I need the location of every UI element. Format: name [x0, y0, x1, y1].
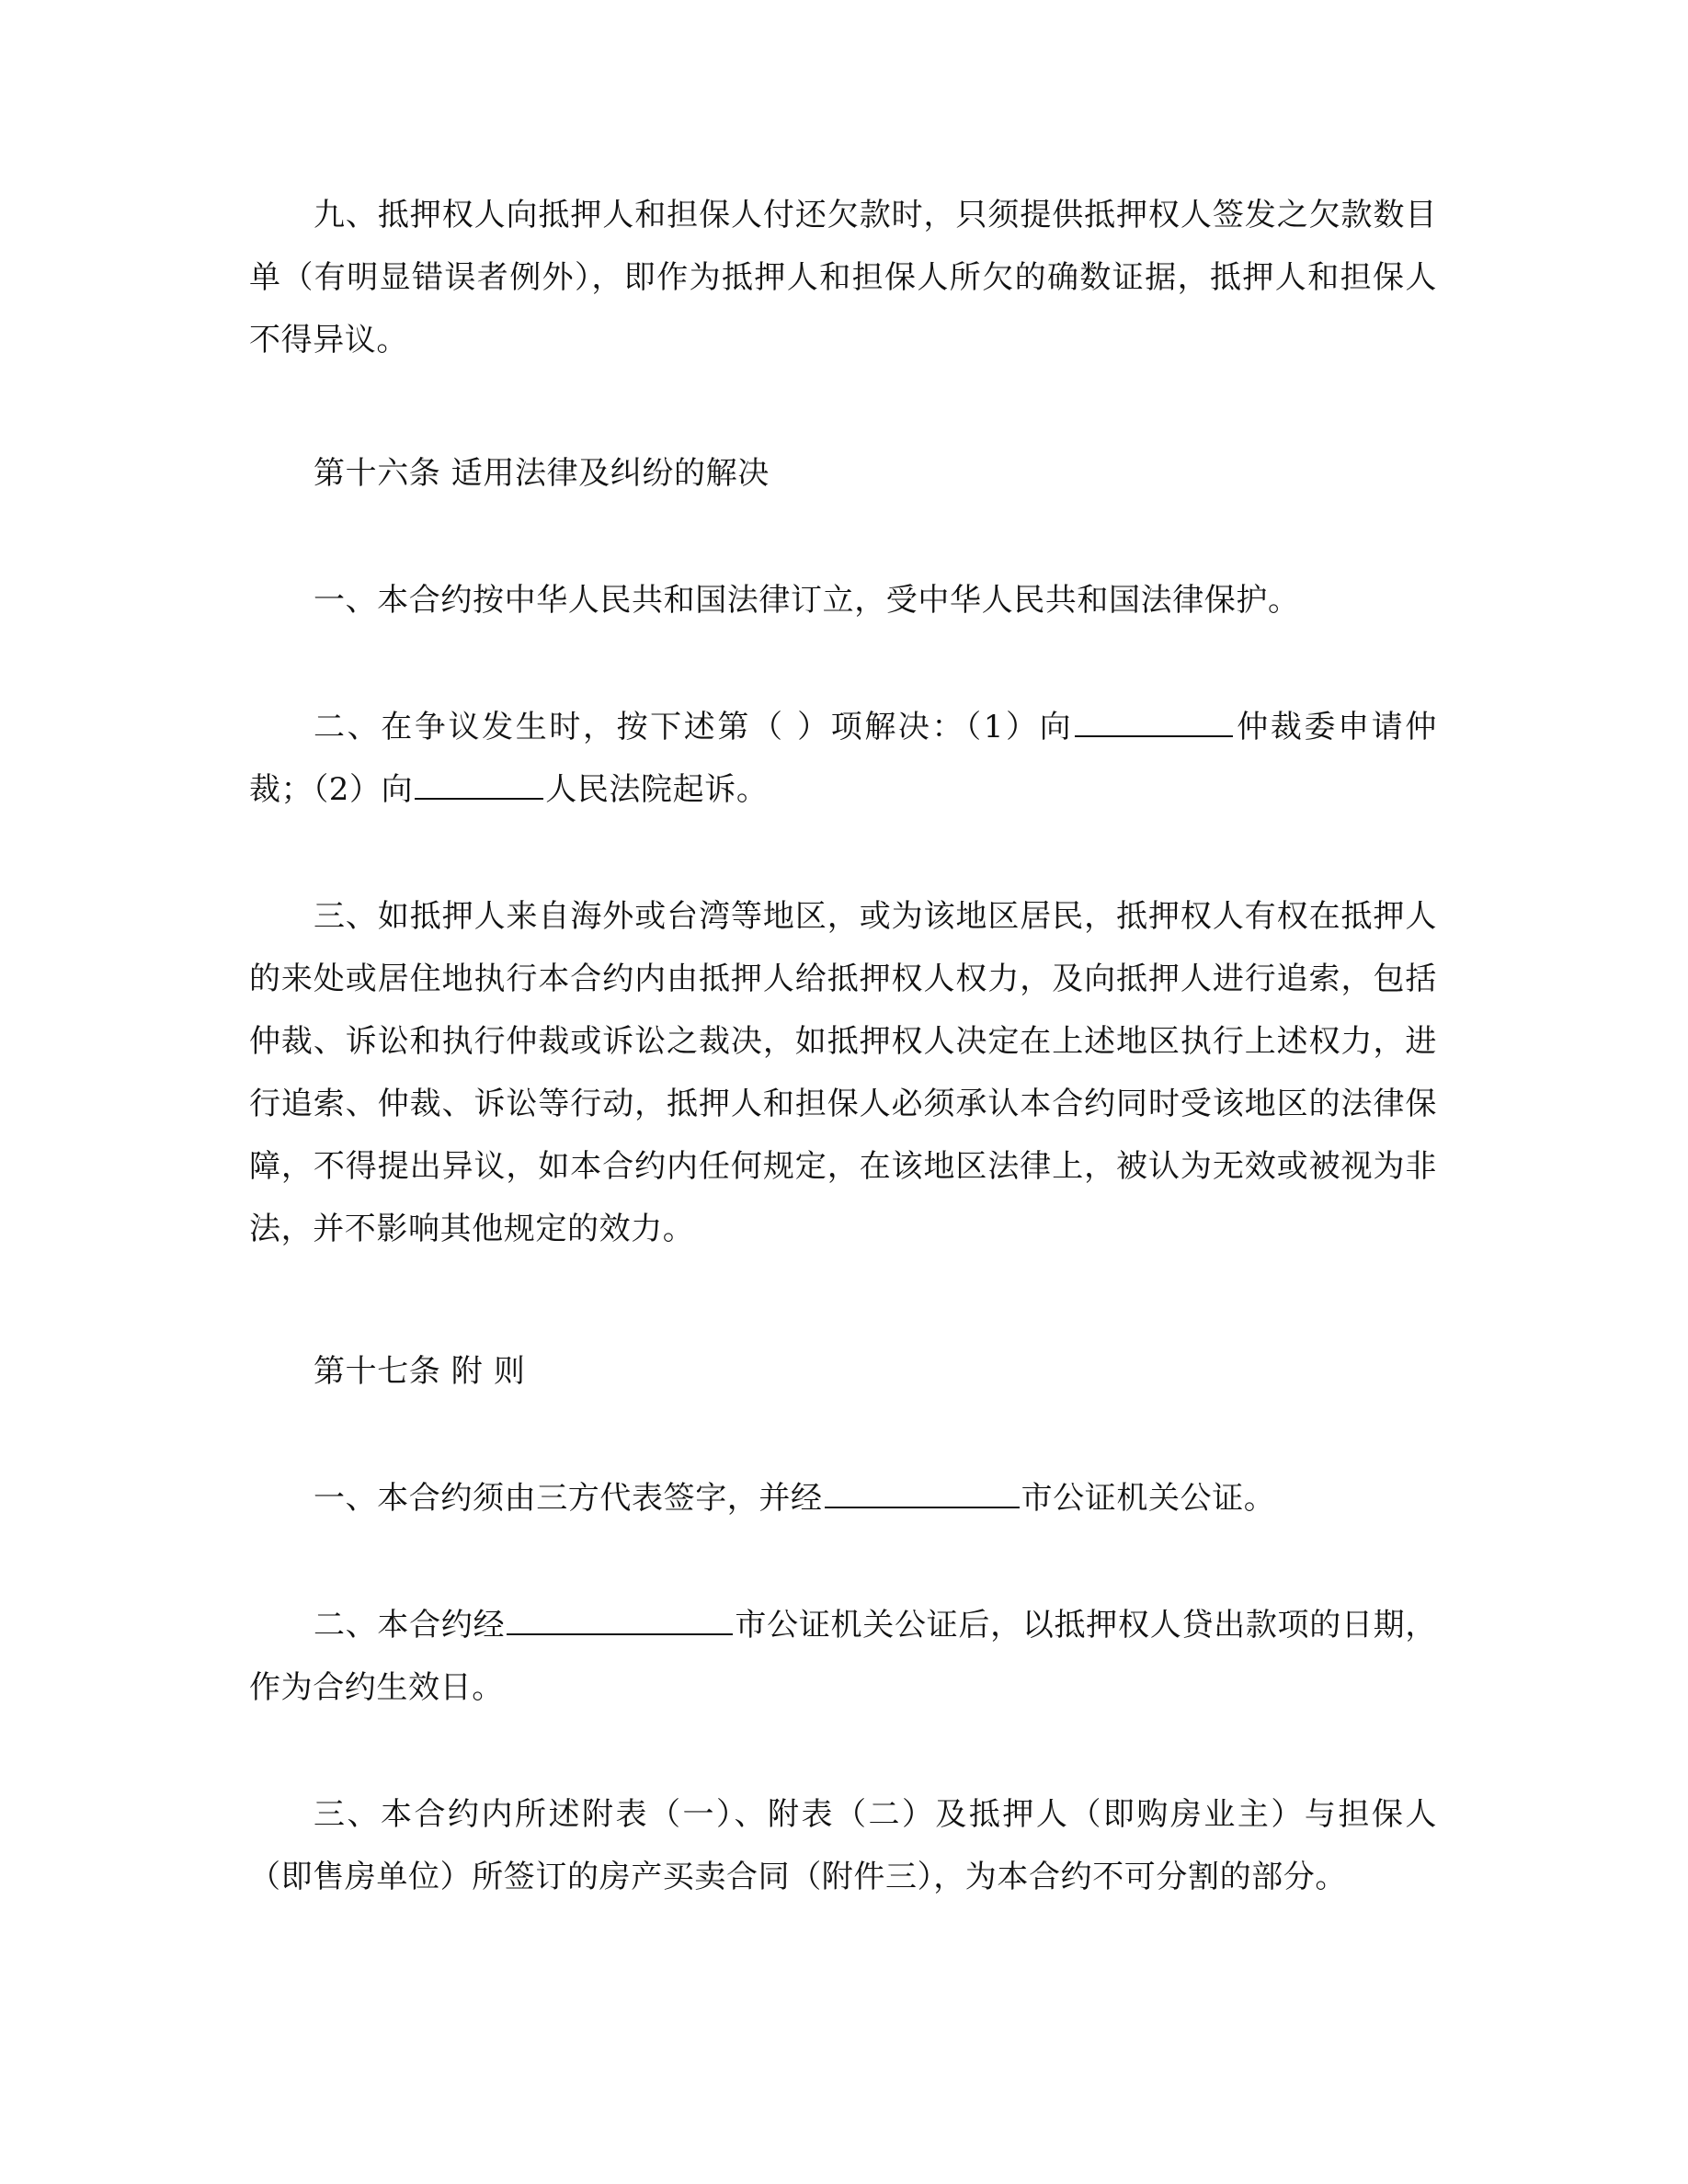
- article-17-item-1-text-a: 一、本合约须由三方代表签字，并经: [314, 1480, 823, 1517]
- article-16-item-2-text-c: 人民法院起诉。: [545, 771, 769, 808]
- article-16-item-2-text-b: 仲裁委申请仲裁；（2）向: [249, 709, 1437, 808]
- article-16-item-1: 一、本合约按中华人民共和国法律订立，受中华人民共和国法律保护。: [314, 582, 1300, 619]
- article-17-item-2: [249, 1594, 1437, 1719]
- article-17-item-1-text-b: 市公证机关公证。: [1021, 1480, 1276, 1517]
- arbitration-committee-blank: [1075, 708, 1233, 737]
- notary-city-blank-2: [507, 1606, 733, 1635]
- article-17-item-3: 三、本合约内所述附表（一）、附表（二）及抵押人（即购房业主）与担保人（即售房单位）所签订的房产买卖合同（附件三），为本合约不可分割的部分。: [249, 1796, 1437, 1895]
- article-17-item-1: [249, 1467, 1437, 1530]
- clause-9-paragraph: 九、抵押权人向抵押人和担保人付还欠款时，只须提供抵押权人签发之欠款数目单（有明显错误者例外），即作为抵押人和担保人所欠的确数证据，抵押人和担保人不得异议。: [249, 197, 1437, 358]
- court-name-blank: [415, 770, 543, 800]
- article-16-item-2-text-a: 二、在争议发生时，按下述第（ ）项解决：（1）向: [314, 709, 1074, 745]
- article-17-item-2-text-b: 市公证机关公证后，以抵押权人贷出款项的日期，作为合约生效日。: [249, 1607, 1437, 1706]
- notary-city-blank: [825, 1479, 1020, 1508]
- article-17-item-2-text-a: 二、本合约经: [314, 1607, 506, 1644]
- article-17-heading: 第十七条 附 则: [314, 1353, 526, 1390]
- article-16-item-3: 三、如抵押人来自海外或台湾等地区，或为该地区居民，抵押权人有权在抵押人的来处或居住地执行本合约内由抵押人给抵押权人权力，及向抵押人进行追索，包括仲裁、诉讼和执行仲裁或诉讼之裁决，如抵押权人决定在上述地区执行上述权力，进行追索、仲裁、诉讼等行动，抵押人和担保人必须承认本合约同时受该地区的法律保障，不得提出异议，如本合约内任何规定，在该地区法律上，被认为无效或被视为非法，并不影响其他规定的效力。: [249, 898, 1437, 1247]
- article-16-item-2: [249, 696, 1437, 821]
- article-16-heading: 第十六条 适用法律及纠纷的解决: [314, 455, 770, 492]
